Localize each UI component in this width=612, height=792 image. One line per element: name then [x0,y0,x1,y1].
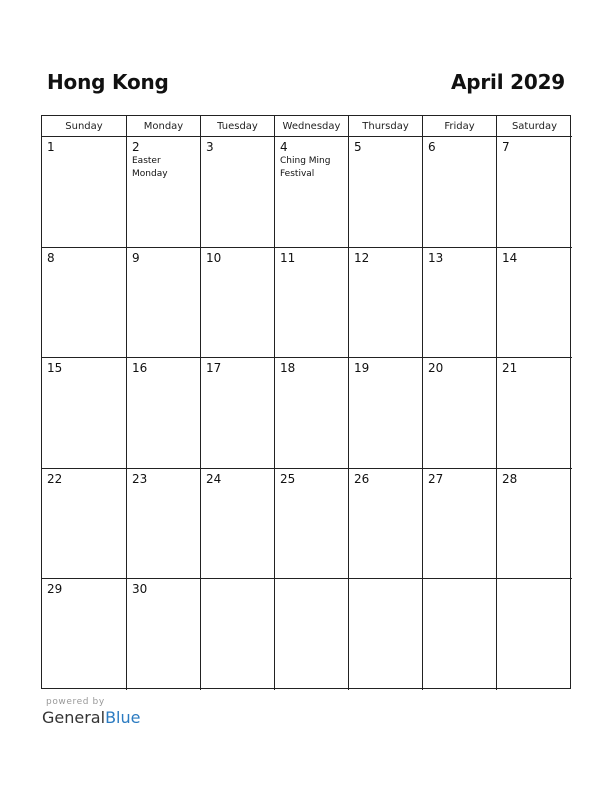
day-number: 21 [502,361,518,376]
day-cell [275,469,349,580]
day-number: 26 [354,471,370,486]
day-number: 8 [47,250,55,265]
day-cell [423,137,497,248]
region-title: Hong Kong [47,70,169,94]
day-number: 3 [206,140,214,154]
day-number: 14 [502,250,518,265]
day-cell [127,248,201,359]
day-cell [275,579,349,690]
day-cell [349,248,423,359]
day-cell [42,137,127,248]
day-number: 6 [428,140,436,154]
day-cell [423,579,497,690]
day-cell [497,579,572,690]
day-cell [497,137,572,248]
generalblue-logo [42,708,140,727]
weekday-header: Friday [423,116,497,137]
weekday-header: Wednesday [275,116,349,137]
day-cell [423,248,497,359]
day-number: 9 [132,250,140,265]
weekday-header: Tuesday [201,116,275,137]
holiday-label: Easter Monday [132,156,168,179]
powered-by-label: powered by [46,697,105,707]
day-cell [349,469,423,580]
day-cell [201,137,275,248]
weekday-header: Thursday [349,116,423,137]
day-cell [127,358,201,469]
day-number: 2 [132,140,140,154]
day-number: 28 [502,471,518,486]
logo-text-general: General [42,708,106,727]
day-number: 23 [132,471,148,486]
day-cell [349,137,423,248]
day-cell [497,358,572,469]
day-cell [201,469,275,580]
day-number: 16 [132,361,148,376]
day-number: 22 [47,471,63,486]
day-cell [42,579,127,690]
day-cell [127,579,201,690]
day-cell [42,248,127,359]
day-cell [127,469,201,580]
holiday-label: Ching Ming Festival [280,156,331,179]
day-number: 17 [206,361,222,376]
calendar-grid [41,115,571,689]
day-number: 4 [280,140,288,154]
day-number: 10 [206,250,222,265]
day-number: 25 [280,471,296,486]
day-number: 24 [206,471,222,486]
day-cell [201,358,275,469]
day-cell [423,358,497,469]
day-number: 27 [428,471,444,486]
day-cell [423,469,497,580]
month-year-title: April 2029 [451,70,565,94]
day-cell [349,579,423,690]
day-number: 7 [502,140,510,154]
day-number: 13 [428,250,444,265]
day-cell [497,469,572,580]
day-number: 5 [354,140,362,154]
day-number: 11 [280,250,296,265]
day-number: 30 [132,582,148,597]
day-number: 29 [47,582,63,597]
day-number: 1 [47,140,55,154]
day-cell [349,358,423,469]
day-cell [275,137,349,248]
logo-text-blue: Blue [105,708,141,727]
day-number: 20 [428,361,444,376]
day-number: 12 [354,250,370,265]
day-cell [497,248,572,359]
day-cell [42,469,127,580]
day-number: 19 [354,361,370,376]
weekday-header: Saturday [497,116,572,137]
weekday-header: Monday [127,116,201,137]
weekday-header: Sunday [42,116,127,137]
day-cell [42,358,127,469]
day-cell [201,579,275,690]
day-number: 15 [47,361,63,376]
day-cell [127,137,201,248]
day-cell [275,248,349,359]
day-cell [275,358,349,469]
day-cell [201,248,275,359]
day-number: 18 [280,361,296,376]
